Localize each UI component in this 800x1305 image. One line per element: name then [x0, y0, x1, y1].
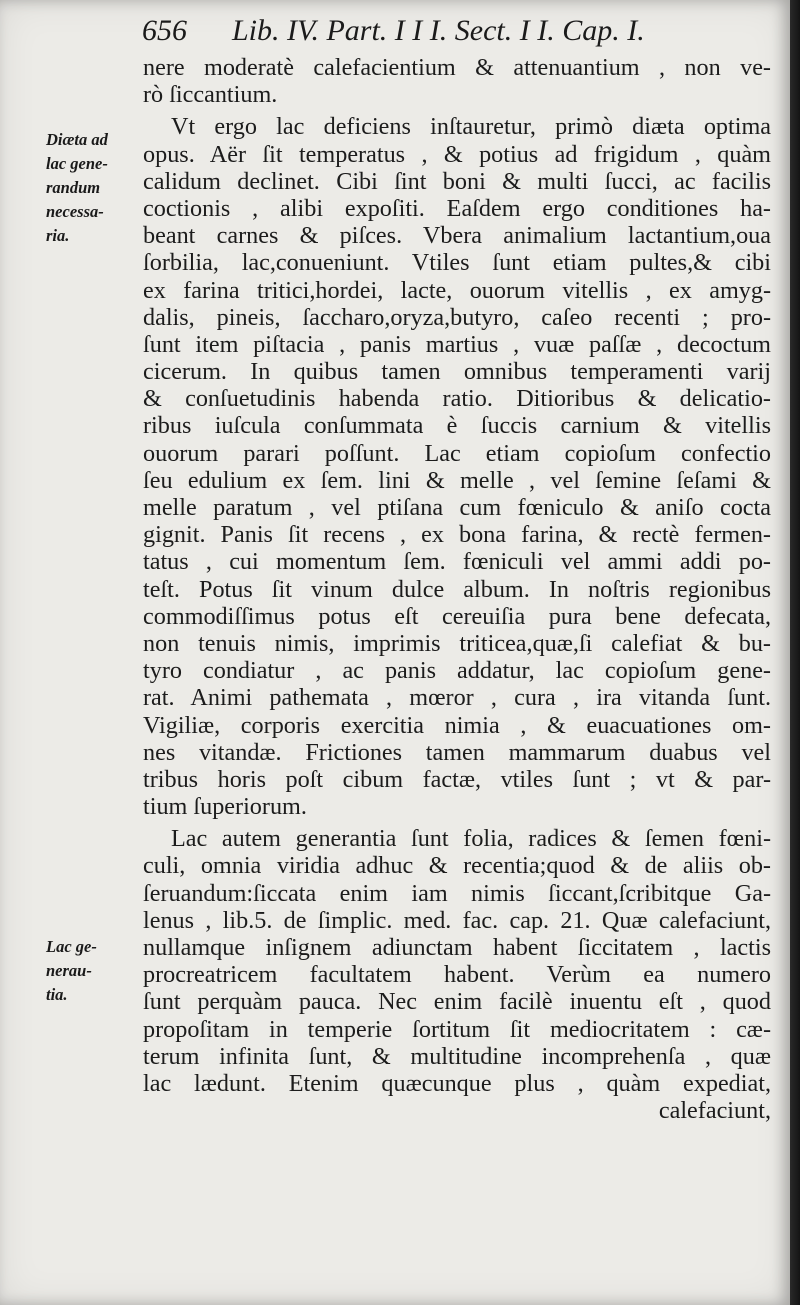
paragraph-first-line: Vt ergo lac deficiens inſtauretur, primò diæta optima: [171, 113, 771, 141]
text-line: teſt. Potus ſit vinum dulce album. In noſtris regionibus: [143, 575, 771, 603]
margin-note-line: ria.: [46, 226, 70, 245]
text-line: cicerum. In quibus tamen omnibus temperamenti varij: [143, 358, 771, 386]
margin-note-line: Diæta ad: [46, 130, 108, 149]
text-line: ſunt perquàm pauca. Nec enim facilè inuentu eſt , quod: [143, 988, 771, 1016]
text-line: beant carnes & piſces. Vbera animalium lactantium,oua: [143, 222, 771, 250]
text-line: melle paratum , vel ptiſana cum fœniculo & aniſo cocta: [143, 494, 771, 521]
margin-note-line: lac gene-: [46, 154, 108, 173]
text-line: lac lædunt. Etenim quæcunque plus , quàm expediat,: [143, 1069, 771, 1097]
text-line: ouorum parari poſſunt. Lac etiam copioſum confectio: [143, 439, 771, 467]
text-line: rat. Animi pathemata , mœror , cura , ira vitanda ſunt.: [143, 684, 771, 712]
text-line: tribus horis poſt cibum factæ, vtiles ſunt ; vt & par-: [143, 765, 771, 793]
margin-note-diaeta: [46, 128, 138, 248]
margin-note-line: tia.: [46, 985, 68, 1004]
text-line: propoſitam in temperie ſortitum ſit mediocritatem : cæ-: [143, 1015, 771, 1043]
page-header: [140, 14, 760, 48]
text-line: dalis, pineis, ſaccharo,oryza,butyro, caſeo recenti ; pro-: [143, 303, 771, 331]
body-text: [143, 54, 771, 1124]
text-line: commodiſſimus potus eſt cereuiſia pura bene defecata,: [143, 602, 771, 630]
text-line: nullamque inſignem adiunctam habent ſiccitatem , lactis: [143, 934, 771, 961]
text-line: tyro condiatur , ac panis addatur, lac copioſum gene-: [143, 657, 771, 685]
catchword-line: calefaciunt,: [658, 1097, 771, 1125]
text-line: ribus iuſcula conſummata è ſuccis carnium & vitellis: [143, 412, 771, 440]
text-line: & conſuetudinis habenda ratio. Ditioribus & delicatio-: [143, 385, 771, 413]
text-line: ſeu edulium ex ſem. lini & melle , vel ſemine ſeſami &: [143, 466, 771, 494]
text-line: culi, omnia viridia adhuc & recentia;quod & de aliis ob-: [143, 852, 771, 880]
margin-note-line: nerau-: [46, 961, 92, 980]
text-line: calidum declinet. Cibi ſint boni & multi ſucci, ac facilis: [143, 167, 771, 195]
text-line: rò ſiccantium.: [143, 81, 278, 109]
text-line: tatus , cui momentum ſem. fœniculi vel ammi addi po-: [143, 548, 771, 576]
text-line: ſorbilia, lac,conueniunt. Vtiles ſunt etiam pultes,& cibi: [143, 249, 771, 277]
text-line: lenus , lib.5. de ſimplic. med. fac. cap. 21. Quæ calefaciunt,: [143, 906, 771, 934]
text-line: Vigiliæ, corporis exercitia nimia , & euacuationes om-: [143, 711, 771, 739]
text-line: procreatricem facultatem habent. Verùm ea numero: [143, 961, 771, 989]
text-line: gignit. Panis ſit recens , ex bona farina, & rectè fermen-: [143, 521, 771, 549]
running-head: Lib. IV. Part. I I I. Sect. I I. Cap. I.: [232, 14, 645, 47]
text-line: opus. Aër ſit temperatus , & potius ad frigidum , quàm: [143, 140, 771, 168]
text-line: ſeruandum:ſiccata enim iam nimis ſiccant,ſcribitque Ga-: [143, 879, 771, 907]
text-line: ex farina tritici,hordei, lacte, ouorum vitellis , ex amyg-: [143, 276, 771, 304]
text-line: terum infinita ſunt, & multitudine incomprehenſa , quæ: [143, 1042, 771, 1070]
margin-note-line: necessa-: [46, 202, 104, 221]
text-line: ſunt item piſtacia , panis martius , vuæ paſſæ , decoctum: [143, 330, 771, 358]
text-line: tium ſuperiorum.: [143, 793, 307, 821]
text-line: nere moderatè calefacientium & attenuantium , non ve-: [143, 54, 771, 81]
margin-note-lac-generantia: [46, 935, 138, 1007]
text-line: non tenuis nimis, imprimis triticea,quæ,ſi calefiat & bu-: [143, 629, 771, 657]
margin-note-line: Lac ge-: [46, 937, 97, 956]
page-edge-shadow: [790, 0, 800, 1305]
paragraph-first-line: Lac autem generantia ſunt folia, radices & ſemen fœni-: [171, 825, 771, 853]
text-line: coctionis , alibi expoſiti. Eaſdem ergo conditiones ha-: [143, 194, 771, 222]
page-number: 656: [142, 14, 187, 47]
margin-note-line: randum: [46, 178, 101, 197]
text-line: nes vitandæ. Frictiones tamen mammarum duabus vel: [143, 738, 771, 766]
